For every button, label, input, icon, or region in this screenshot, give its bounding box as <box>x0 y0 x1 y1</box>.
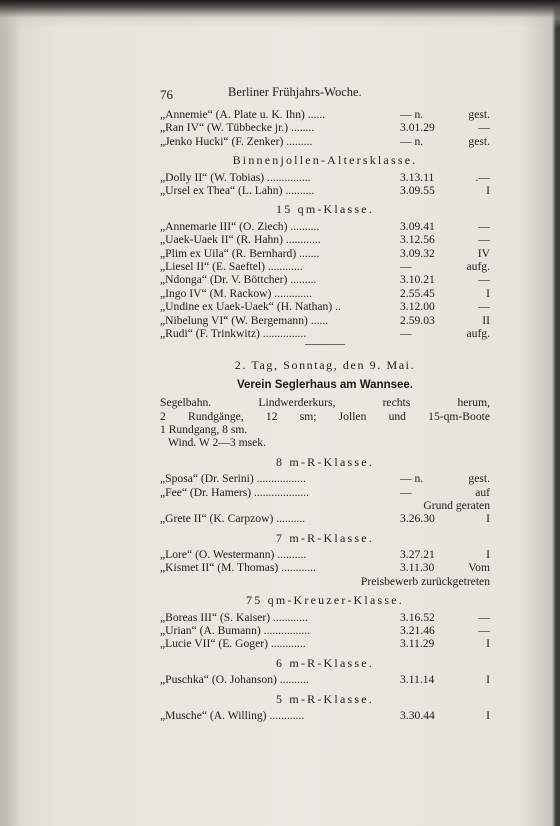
result-continuation: Grund geraten <box>423 498 490 512</box>
result-row: „Fee“ (Dr. Hamers) ................... — auf <box>160 485 490 499</box>
result-row: „Ran IV“ (W. Tübbecke jr.) ........ 3.01.29 — <box>160 121 490 135</box>
course-line: 2 Rundgänge, 12 sm; Jollen und 15-qm-Boote <box>160 409 490 423</box>
result-row: „Lucie VII“ (E. Goger) ............ 3.11.29 I <box>160 637 490 651</box>
result-row: „Dolly II“ (W. Tobias) ............... 3.13.11 .— <box>160 170 490 184</box>
page-content <box>160 86 490 722</box>
result-row: „Undine ex Uaek-Uaek“ (H. Nathan) .. 3.12.00 — <box>160 300 490 314</box>
section-title-6m-r: 6 m-R-Klasse. <box>276 655 374 670</box>
day-heading: 2. Tag, Sonntag, den 9. Mai. <box>234 358 416 373</box>
result-row: „Lore“ (O. Westermann) .......... 3.27.21 I <box>160 548 490 562</box>
page-number: 76 <box>160 87 173 102</box>
result-row: „Sposa“ (Dr. Serini) ................. — n. gest. <box>160 472 490 486</box>
result-row: „Uaek-Uaek II“ (R. Hahn) ............ 3.12.56 — <box>160 233 490 247</box>
page-spine-shadow <box>0 0 22 826</box>
section-title-binnenjollen: Binnenjollen-Altersklasse. <box>232 153 418 168</box>
result-continuation: Preisbewerb zurückgetreten <box>360 574 490 588</box>
top-entries <box>160 108 490 148</box>
result-row: „Annemarie III“ (O. Ziech) .......... 3.09.41 — <box>160 219 490 233</box>
course-line: Segelbahn. Lindwerderkurs, rechts herum, <box>160 396 490 410</box>
course-line: 1 Rundgang, 8 sm. <box>160 422 248 436</box>
result-row: „Ursel ex Thea“ (L. Lahn) .......... 3.09.55 I <box>160 183 490 197</box>
section-title-75qm-kreuzer: 75 qm-Kreuzer-Klasse. <box>246 593 404 608</box>
section-title-5m-r: 5 m-R-Klasse. <box>276 691 374 706</box>
wind-line: Wind. W 2—3 msek. <box>168 436 266 450</box>
page-header <box>160 86 490 108</box>
result-row: „Ndonga“ (Dr. V. Böttcher) ......... 3.10.21 — <box>160 273 490 287</box>
result-row: „Puschka“ (O. Johanson) .......... 3.11.14 I <box>160 673 490 687</box>
running-head: Berliner Frühjahrs-Woche. <box>228 85 362 99</box>
result-row: „Musche“ (A. Willing) ............ 3.30.44 I <box>160 709 490 723</box>
section-divider <box>305 344 345 345</box>
section-title-15qm: 15 qm-Klasse. <box>276 202 374 217</box>
result-row: „Annemie“ (A. Plate u. K. Ihn) ...... — n. gest. <box>160 108 490 121</box>
course-description <box>160 396 490 450</box>
result-row: „Urian“ (A. Bumann) ................ 3.21.46 — <box>160 624 490 638</box>
result-row: „Kismet II“ (M. Thomas) ............ 3.11.30 Vom <box>160 561 490 575</box>
section-title-8m-r: 8 m-R-Klasse. <box>276 454 374 469</box>
page-top-shadow <box>0 0 560 28</box>
result-row: „Jenko Hucki“ (F. Zenker) ......... — n. gest. <box>160 134 490 148</box>
result-row: „Boreas III“ (S. Kaiser) ............ 3.16.52 — <box>160 610 490 624</box>
result-row: „Plim ex Uila“ (R. Bernhard) ....... 3.09.32 IV <box>160 246 490 260</box>
result-row: „Rudi“ (F. Trinkwitz) ............... — aufg. <box>160 326 490 340</box>
section-title-7m-r: 7 m-R-Klasse. <box>276 530 374 545</box>
result-row: „Liesel II“ (E. Saeftel) ............ — aufg. <box>160 259 490 273</box>
club-heading: Verein Seglerhaus am Wannsee. <box>237 378 413 391</box>
result-row: „Nibelung VI“ (W. Bergemann) ...... 2.59.03 II <box>160 313 490 327</box>
result-row: „Ingo IV“ (M. Rackow) ............. 2.55.45 I <box>160 286 490 300</box>
result-row: „Grete II“ (K. Carpzow) .......... 3.26.30 I <box>160 512 490 526</box>
